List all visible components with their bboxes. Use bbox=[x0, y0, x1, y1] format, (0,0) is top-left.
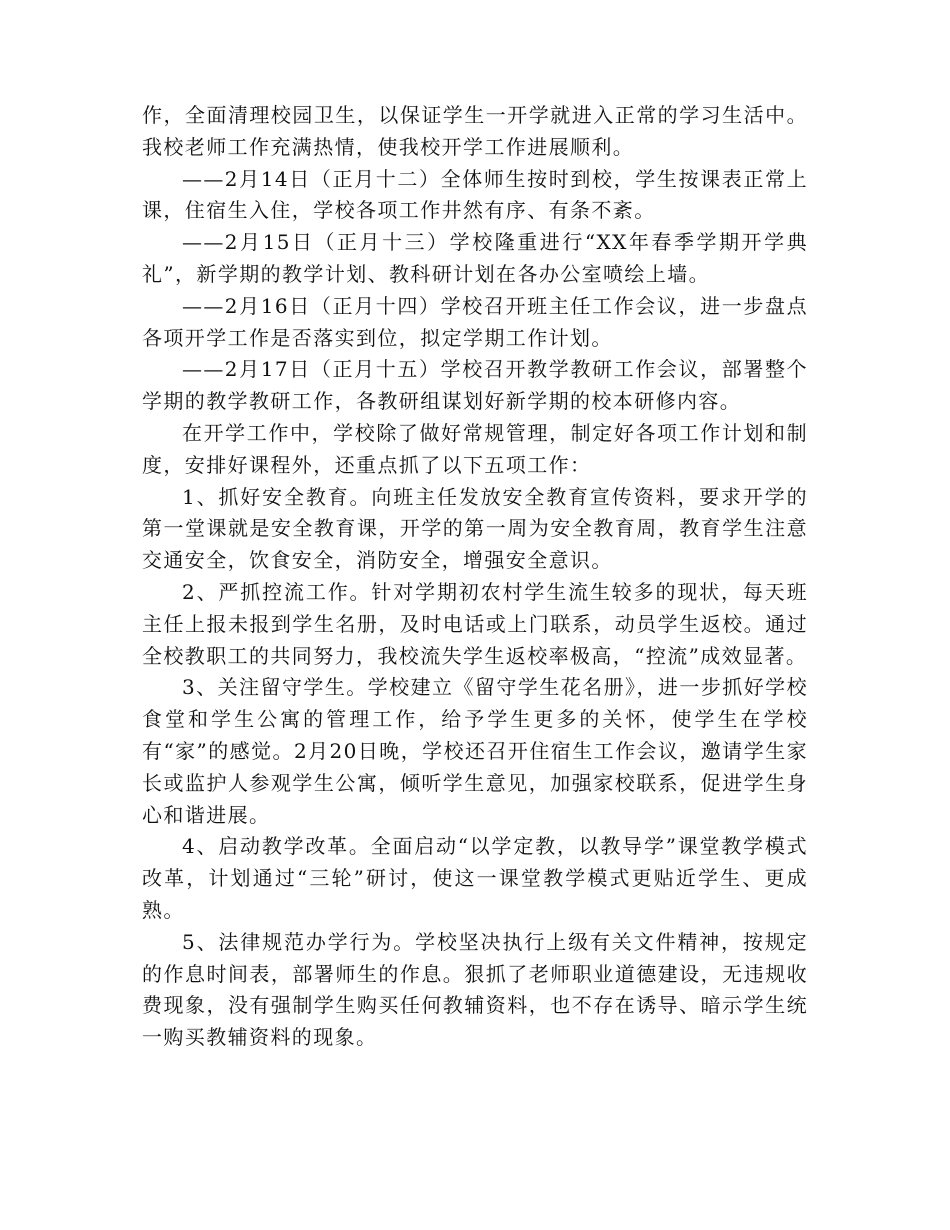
paragraph-item-2-dropout-control: 2、严抓控流工作。针对学期初农村学生流生较多的现状，每天班主任上报未报到学生名册，及时电话或上门联系，动员学生返校。通过全校教职工的共同努力，我校流失学生返校率极高，“控流”成效显著。 bbox=[142, 579, 808, 668]
paragraph-item-3-left-behind-students: 3、关注留守学生。学校建立《留守学生花名册》，进一步抓好学校食堂和学生公寓的管理工作，给予学生更多的关怀，使学生在学校有“家”的感觉。2月20日晚，学校还召开住宿生工作会议，邀请学生家长或监护人参观学生公寓，倾听学生意见，加强家校联系，促进学生身心和谐进展。 bbox=[142, 675, 808, 827]
paragraph-item-1-safety: 1、抓好安全教育。向班主任发放安全教育宣传资料，要求开学的第一堂课就是安全教育课，开学的第一周为安全教育周，教育学生注意交通安全，饮食安全，消防安全，增强安全意识。 bbox=[142, 484, 808, 573]
paragraph-feb-15: ——2月15日（正月十三）学校隆重进行“XX年春季学期开学典礼”，新学期的教学计划、教科研计划在各办公室喷绘上墙。 bbox=[142, 230, 808, 286]
paragraph-item-4-teaching-reform: 4、启动教学改革。全面启动“以学定教，以教导学”课堂教学模式改革，计划通过“三轮”研讨，使这一课堂教学模式更贴近学生、更成熟。 bbox=[142, 834, 808, 922]
paragraph-item-5-school-conduct: 5、法律规范办学行为。学校坚决执行上级有关文件精神，按规定的作息时间表，部署师生的作息。狠抓了老师职业道德建设，无违规收费现象，没有强制学生购买任何教辅资料，也不存在诱导、暗示学生统一购买教辅资料的现象。 bbox=[142, 929, 808, 1050]
paragraph-feb-17: ——2月17日（正月十五）学校召开教学教研工作会议，部署整个学期的教学教研工作，各教研组谋划好新学期的校本研修内容。 bbox=[142, 357, 808, 414]
paragraph-intro-continuation: 作，全面清理校园卫生，以保证学生一开学就进入正常的学习生活中。我校老师工作充满热情，使我校开学工作进展顺利。 bbox=[142, 103, 808, 159]
paragraph-feb-16: ——2月16日（正月十四）学校召开班主任工作会议，进一步盘点各项开学工作是否落实到位，拟定学期工作计划。 bbox=[142, 293, 808, 350]
document-page bbox=[142, 100, 808, 1054]
paragraph-overview: 在开学工作中，学校除了做好常规管理，制定好各项工作计划和制度，安排好课程外，还重点抓了以下五项工作： bbox=[142, 420, 808, 477]
paragraph-feb-14: ——2月14日（正月十二）全体师生按时到校，学生按课表正常上课，住宿生入住，学校各项工作井然有序、有条不紊。 bbox=[142, 166, 808, 223]
